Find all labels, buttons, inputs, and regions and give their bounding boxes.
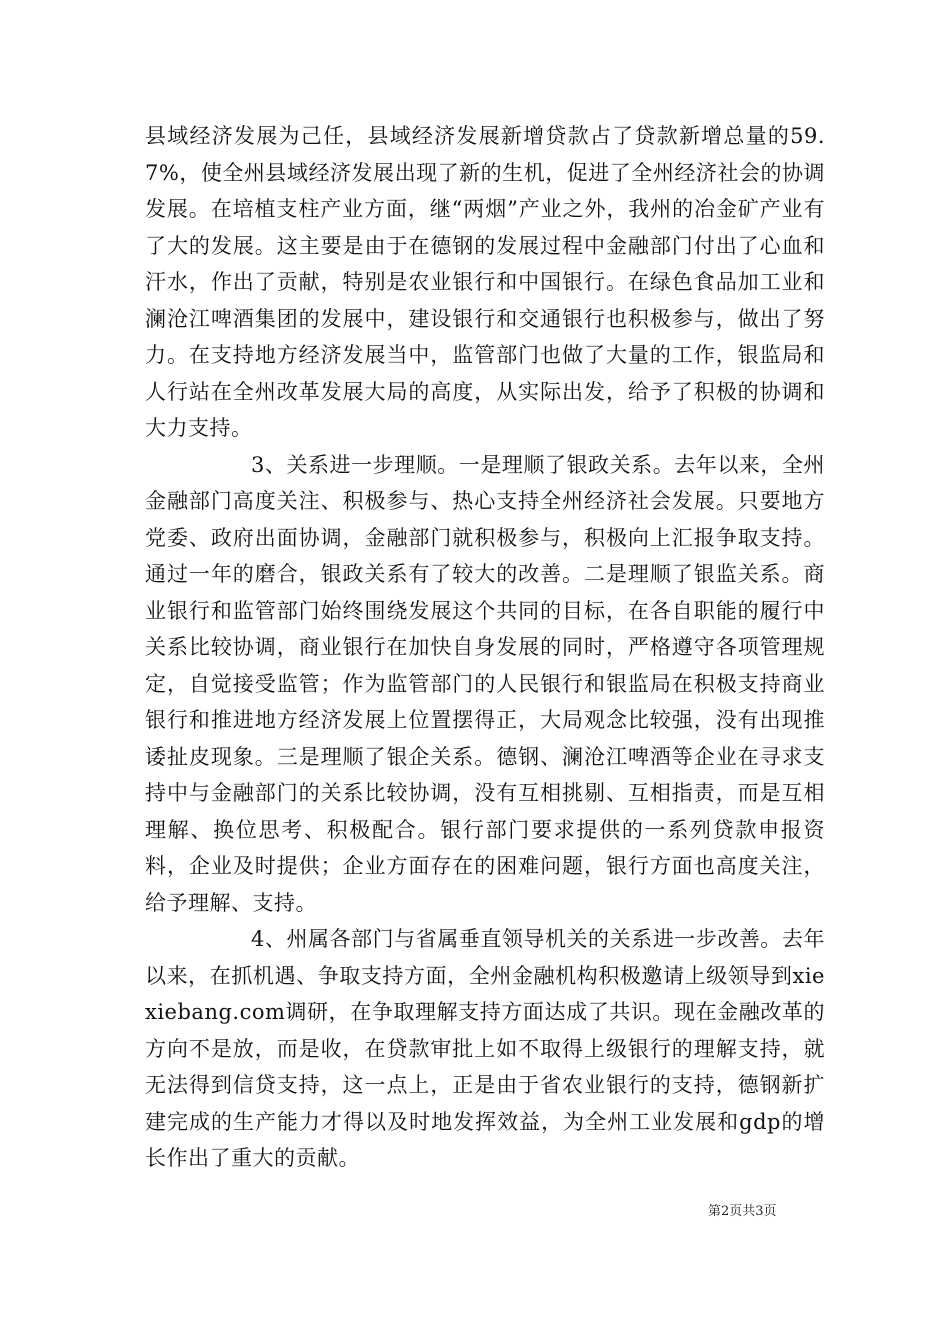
paragraph-relations-improved: 4、州属各部门与省属垂直领导机关的关系进一步改善。去年以来，在抓机遇、争取支持方面，全州金融机构积极邀请上级领导到xiexiebang.com调研，在争取理解支持方面达成了共识。现在金融改革的方向不是放，而是收，在贷款审批上如不取得上级银行的理解支持，就无法得到信贷支持，这一点上，正是由于省农业银行的支持，德钢新扩建完成的生产能力才得以及时地发挥效益，为全州工业发展和gdp的增长作出了重大的贡献。	[145, 927, 825, 1170]
paragraph-county-economy: 县域经济发展为己任，县域经济发展新增贷款占了贷款新增总量的59.7%，使全州县域经济发展出现了新的生机，促进了全州经济社会的协调发展。在培植支柱产业方面，继“两烟”产业之外，我州的冶金矿产业有了大的发展。这主要是由于在德钢的发展过程中金融部门付出了心血和汗水，作出了贡献，特别是农业银行和中国银行。在绿色食品加工业和澜沧江啤酒集团的发展中，建设银行和交通银行也积极参与，做出了努力。在支持地方经济发展当中，监管部门也做了大量的工作，银监局和人行站在全州改革发展大局的高度，从实际出发，给予了积极的协调和大力支持。	[145, 124, 825, 440]
page-number-footer: 第2页共3页	[708, 1204, 777, 1219]
document-body	[145, 118, 825, 1177]
paragraph-relations-smoothed: 3、关系进一步理顺。一是理顺了银政关系。去年以来，全州金融部门高度关注、积极参与、热心支持全州经济社会发展。只要地方党委、政府出面协调，金融部门就积极参与，积极向上汇报争取支持。通过一年的磨合，银政关系有了较大的改善。二是理顺了银监关系。商业银行和监管部门始终围绕发展这个共同的目标，在各自职能的履行中关系比较协调，商业银行在加快自身发展的同时，严格遵守各项管理规定，自觉接受监管；作为监管部门的人民银行和银监局在积极支持商业银行和推进地方经济发展上位置摆得正，大局观念比较强，没有出现推诿扯皮现象。三是理顺了银企关系。德钢、澜沧江啤酒等企业在寻求支持中与金融部门的关系比较协调，没有互相挑剔、互相指责，而是互相理解、换位思考、积极配合。银行部门要求提供的一系列贷款申报资料，企业及时提供；企业方面存在的困难问题，银行方面也高度关注，给予理解、支持。	[145, 452, 825, 915]
